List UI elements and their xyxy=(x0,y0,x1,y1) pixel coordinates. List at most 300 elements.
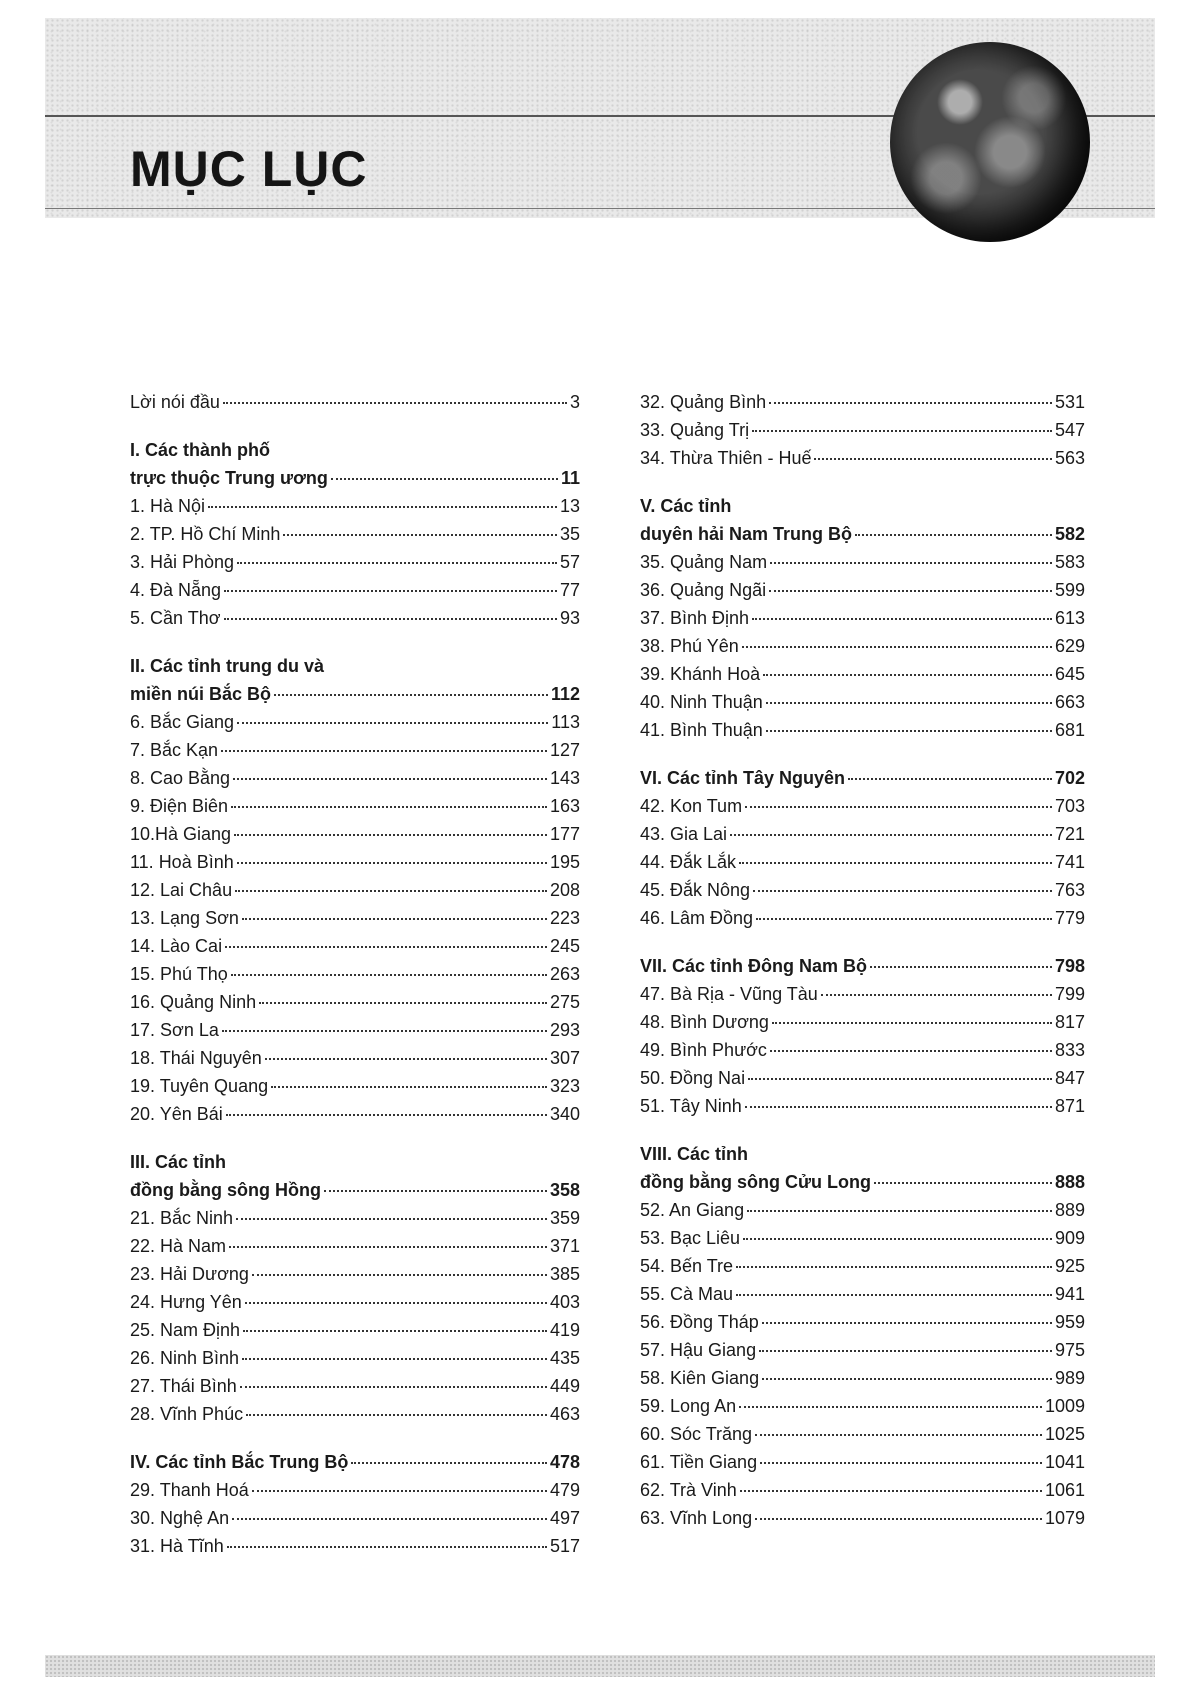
toc-entry xyxy=(640,660,1085,688)
toc-dot-leader xyxy=(225,946,547,948)
toc-page-number: 531 xyxy=(1054,392,1085,412)
toc-dot-leader xyxy=(227,1546,547,1548)
toc-dot-leader xyxy=(235,890,547,892)
toc-dot-leader xyxy=(755,1434,1042,1436)
toc-entry-label: 34. Thừa Thiên - Huế xyxy=(640,448,812,468)
toc-page-number: 307 xyxy=(549,1048,580,1068)
toc-page-number: 323 xyxy=(549,1076,580,1096)
toc-entry xyxy=(130,1204,580,1232)
toc-entry-label: 11. Hoà Bình xyxy=(130,852,234,872)
toc-dot-leader xyxy=(237,862,547,864)
toc-dot-leader xyxy=(760,1462,1042,1464)
toc-page-number: 479 xyxy=(549,1480,580,1500)
toc-dot-leader xyxy=(759,1350,1052,1352)
toc-entry xyxy=(640,1504,1085,1532)
toc-entry-label: 61. Tiền Giang xyxy=(640,1452,758,1472)
toc-page-number: 563 xyxy=(1054,448,1085,468)
toc-entry-label: 22. Hà Nam xyxy=(130,1236,227,1256)
toc-entry xyxy=(640,416,1085,444)
toc-entry xyxy=(640,444,1085,472)
toc-page-number: 497 xyxy=(549,1508,580,1528)
toc-entry xyxy=(640,1336,1085,1364)
toc-dot-leader xyxy=(736,1294,1052,1296)
toc-entry-label: 58. Kiên Giang xyxy=(640,1368,760,1388)
toc-page-number: 1025 xyxy=(1044,1424,1085,1444)
toc-entry xyxy=(130,708,580,736)
toc-section-heading xyxy=(130,680,580,708)
section-gap xyxy=(130,632,580,652)
toc-entry xyxy=(130,1504,580,1532)
toc-dot-leader xyxy=(772,1022,1052,1024)
toc-entry-label: 23. Hải Dương xyxy=(130,1264,249,1284)
toc-page-number: 703 xyxy=(1054,796,1085,816)
toc-entry-label: 37. Bình Định xyxy=(640,608,750,628)
toc-entry-label: VI. Các tỉnh Tây Nguyên xyxy=(640,768,846,788)
toc-entry xyxy=(640,848,1085,876)
toc-dot-leader xyxy=(271,1086,547,1088)
toc-entry-label: 1. Hà Nội xyxy=(130,496,206,516)
toc-dot-leader xyxy=(766,702,1052,704)
toc-dot-leader xyxy=(752,618,1052,620)
toc-entry xyxy=(130,388,580,416)
toc-page-number: 127 xyxy=(549,740,580,760)
toc-entry-label: duyên hải Nam Trung Bộ xyxy=(640,524,853,544)
toc-entry-label: 59. Long An xyxy=(640,1396,737,1416)
toc-entry-label: 29. Thanh Hoá xyxy=(130,1480,249,1500)
toc-page-number: 941 xyxy=(1054,1284,1085,1304)
toc-dot-leader xyxy=(769,590,1052,592)
toc-entry-label: 17. Sơn La xyxy=(130,1020,219,1040)
toc-entry-label: 3. Hải Phòng xyxy=(130,552,235,572)
toc-page-number: 143 xyxy=(549,768,580,788)
toc-dot-leader xyxy=(740,1490,1042,1492)
toc-dot-leader xyxy=(763,674,1052,676)
toc-dot-leader xyxy=(753,890,1052,892)
toc-page-number: 208 xyxy=(549,880,580,900)
toc-entry-label: 14. Lào Cai xyxy=(130,936,223,956)
toc-entry xyxy=(640,792,1085,820)
toc-page-number: 419 xyxy=(549,1320,580,1340)
toc-dot-leader xyxy=(770,562,1052,564)
toc-dot-leader xyxy=(745,806,1052,808)
toc-entry-label: 48. Bình Dương xyxy=(640,1012,769,1032)
toc-dot-leader xyxy=(245,1302,547,1304)
toc-dot-leader xyxy=(231,974,547,976)
toc-page-number: 177 xyxy=(549,824,580,844)
toc-entry xyxy=(640,876,1085,904)
toc-page-number: 741 xyxy=(1054,852,1085,872)
toc-page-number: 1041 xyxy=(1044,1452,1085,1472)
toc-entry xyxy=(130,520,580,548)
section-gap xyxy=(130,1128,580,1148)
toc-dot-leader xyxy=(739,1406,1042,1408)
footer-band xyxy=(45,1655,1155,1677)
toc-page-number: 1009 xyxy=(1044,1396,1085,1416)
toc-page-number: 925 xyxy=(1054,1256,1085,1276)
toc-dot-leader xyxy=(748,1078,1052,1080)
toc-entry-label: 33. Quảng Trị xyxy=(640,420,750,440)
toc-page-number: 293 xyxy=(549,1020,580,1040)
toc-page-number: 112 xyxy=(550,684,580,704)
toc-entry xyxy=(640,904,1085,932)
toc-dot-leader xyxy=(855,534,1052,536)
toc-entry-label: 53. Bạc Liêu xyxy=(640,1228,741,1248)
toc-entry xyxy=(130,736,580,764)
toc-dot-leader xyxy=(232,1518,547,1520)
toc-entry-label: 4. Đà Nẵng xyxy=(130,580,222,600)
toc-entry xyxy=(640,1196,1085,1224)
toc-entry xyxy=(130,1372,580,1400)
toc-entry-label: 42. Kon Tum xyxy=(640,796,743,816)
toc-entry xyxy=(640,820,1085,848)
toc-page-number: 13 xyxy=(559,496,580,516)
toc-page-number: 833 xyxy=(1054,1040,1085,1060)
toc-entry-label: 10.Hà Giang xyxy=(130,824,232,844)
toc-dot-leader xyxy=(274,694,548,696)
toc-entry-label: 6. Bắc Giang xyxy=(130,712,235,732)
toc-entry-label: 35. Quảng Nam xyxy=(640,552,768,572)
toc-entry xyxy=(130,492,580,520)
toc-entry-label: miền núi Bắc Bộ xyxy=(130,684,272,704)
toc-page-number: 909 xyxy=(1054,1228,1085,1248)
toc-entry-label: 38. Phú Yên xyxy=(640,636,739,656)
toc-section-heading xyxy=(130,1176,580,1204)
toc-entry-label: 8. Cao Bằng xyxy=(130,768,231,788)
toc-entry-label: 54. Bến Tre xyxy=(640,1256,734,1276)
toc-page-number: 77 xyxy=(559,580,580,600)
toc-page-number: 195 xyxy=(549,852,580,872)
toc-entry-label: 27. Thái Bình xyxy=(130,1376,237,1396)
toc-entry-label: 52. An Giang xyxy=(640,1200,745,1220)
toc-entry-label: 46. Lâm Đồng xyxy=(640,908,754,928)
toc-page-number: 517 xyxy=(549,1536,580,1556)
toc-page-number: 245 xyxy=(549,936,580,956)
toc-entry-label: IV. Các tỉnh Bắc Trung Bộ xyxy=(130,1452,349,1472)
toc-page-number: 547 xyxy=(1054,420,1085,440)
toc-page-number: 359 xyxy=(549,1208,580,1228)
toc-entry-label: đồng bằng sông Cửu Long xyxy=(640,1172,871,1192)
toc-section-heading xyxy=(130,464,580,492)
toc-entry-label: 21. Bắc Ninh xyxy=(130,1208,234,1228)
toc-entry-label: 9. Điện Biên xyxy=(130,796,229,816)
toc-entry-label: 47. Bà Rịa - Vũng Tàu xyxy=(640,984,818,1004)
globe-image xyxy=(890,42,1090,242)
toc-entry-label: 25. Nam Định xyxy=(130,1320,241,1340)
toc-page-number: 847 xyxy=(1054,1068,1085,1088)
section-gap xyxy=(640,1120,1085,1140)
toc-entry xyxy=(640,980,1085,1008)
toc-dot-leader xyxy=(770,1050,1052,1052)
toc-page-number: 463 xyxy=(549,1404,580,1424)
toc-page-number: 35 xyxy=(559,524,580,544)
toc-dot-leader xyxy=(870,966,1052,968)
toc-entry xyxy=(640,1280,1085,1308)
toc-section-heading xyxy=(640,952,1085,980)
toc-entry xyxy=(130,988,580,1016)
toc-entry-label: 7. Bắc Kạn xyxy=(130,740,219,760)
toc-page-number: 889 xyxy=(1054,1200,1085,1220)
toc-entry-label: 20. Yên Bái xyxy=(130,1104,223,1124)
toc-entry-label: 5. Cần Thơ xyxy=(130,608,221,628)
toc-page-number: 798 xyxy=(1054,956,1085,976)
toc-entry xyxy=(130,1476,580,1504)
toc-page-number: 57 xyxy=(559,552,580,572)
toc-dot-leader xyxy=(234,834,547,836)
toc-page-number: 975 xyxy=(1054,1340,1085,1360)
toc-entry-label: 36. Quảng Ngãi xyxy=(640,580,767,600)
toc-dot-leader xyxy=(229,1246,547,1248)
toc-entry-label: đồng bằng sông Hồng xyxy=(130,1180,321,1200)
toc-entry xyxy=(130,1232,580,1260)
toc-entry xyxy=(130,1072,580,1100)
toc-dot-leader xyxy=(237,562,557,564)
toc-entry-label: 39. Khánh Hoà xyxy=(640,664,761,684)
toc-dot-leader xyxy=(242,918,547,920)
toc-page-number: 583 xyxy=(1054,552,1085,572)
toc-page-number: 599 xyxy=(1054,580,1085,600)
toc-section-heading xyxy=(640,520,1085,548)
toc-page-number: 681 xyxy=(1054,720,1085,740)
toc-dot-leader xyxy=(331,478,558,480)
toc-dot-leader xyxy=(730,834,1052,836)
toc-page-number: 449 xyxy=(549,1376,580,1396)
toc-page-number: 1079 xyxy=(1044,1508,1085,1528)
toc-dot-leader xyxy=(223,402,567,404)
toc-entry-label: I. Các thành phố xyxy=(130,440,271,460)
toc-dot-leader xyxy=(246,1414,547,1416)
toc-entry xyxy=(130,1400,580,1428)
toc-entry xyxy=(640,1008,1085,1036)
toc-dot-leader xyxy=(240,1386,547,1388)
toc-dot-leader xyxy=(252,1274,547,1276)
toc-column-left xyxy=(130,388,580,1560)
toc-entry-label: III. Các tỉnh xyxy=(130,1152,227,1172)
toc-entry-label: 57. Hậu Giang xyxy=(640,1340,757,1360)
toc-entry xyxy=(130,904,580,932)
toc-column-right xyxy=(640,388,1085,1532)
toc-entry-label: 43. Gia Lai xyxy=(640,824,728,844)
toc-entry xyxy=(130,1288,580,1316)
toc-entry-label: 16. Quảng Ninh xyxy=(130,992,257,1012)
toc-entry-label: 19. Tuyên Quang xyxy=(130,1076,269,1096)
toc-entry-label: 13. Lạng Sơn xyxy=(130,908,239,928)
toc-page-number: 799 xyxy=(1054,984,1085,1004)
toc-dot-leader xyxy=(231,806,547,808)
toc-page-number: 385 xyxy=(549,1264,580,1284)
toc-entry xyxy=(130,848,580,876)
toc-dot-leader xyxy=(237,722,548,724)
toc-page-number: 358 xyxy=(549,1180,580,1200)
toc-entry xyxy=(640,1448,1085,1476)
toc-entry-label: 30. Nghệ An xyxy=(130,1508,230,1528)
toc-entry xyxy=(130,1344,580,1372)
toc-entry-label: 50. Đồng Nai xyxy=(640,1068,746,1088)
toc-dot-leader xyxy=(221,750,547,752)
toc-page-number: 871 xyxy=(1054,1096,1085,1116)
toc-page-number: 702 xyxy=(1054,768,1085,788)
toc-entry xyxy=(640,576,1085,604)
toc-dot-leader xyxy=(743,1238,1052,1240)
toc-entry xyxy=(130,792,580,820)
toc-entry-label: 2. TP. Hồ Chí Minh xyxy=(130,524,281,544)
toc-entry xyxy=(130,548,580,576)
toc-section-heading xyxy=(130,652,580,680)
toc-page-number: 763 xyxy=(1054,880,1085,900)
toc-section-heading xyxy=(640,492,1085,520)
toc-entry-label: trực thuộc Trung ương xyxy=(130,468,328,488)
toc-dot-leader xyxy=(762,1322,1052,1324)
toc-page-number: 223 xyxy=(549,908,580,928)
toc-entry-label: 15. Phú Thọ xyxy=(130,964,228,984)
toc-entry xyxy=(640,1252,1085,1280)
toc-dot-leader xyxy=(252,1490,547,1492)
toc-entry-label: 44. Đắk Lắk xyxy=(640,852,737,872)
section-gap xyxy=(130,1428,580,1448)
toc-entry xyxy=(130,1044,580,1072)
toc-dot-leader xyxy=(236,1218,547,1220)
toc-dot-leader xyxy=(756,918,1052,920)
toc-entry-label: Lời nói đầu xyxy=(130,392,220,412)
section-gap xyxy=(640,744,1085,764)
toc-dot-leader xyxy=(243,1330,547,1332)
toc-page-number: 779 xyxy=(1054,908,1085,928)
toc-entry-label: 49. Bình Phước xyxy=(640,1040,767,1060)
toc-page-number: 403 xyxy=(549,1292,580,1312)
toc-entry xyxy=(130,1260,580,1288)
toc-entry xyxy=(130,960,580,988)
toc-section-heading xyxy=(640,1168,1085,1196)
toc-dot-leader xyxy=(874,1182,1052,1184)
toc-entry-label: 12. Lai Châu xyxy=(130,880,233,900)
toc-dot-leader xyxy=(226,1114,547,1116)
toc-entry xyxy=(130,1016,580,1044)
toc-entry xyxy=(130,764,580,792)
toc-entry-label: II. Các tỉnh trung du và xyxy=(130,656,325,676)
toc-entry xyxy=(640,1064,1085,1092)
toc-page-number: 371 xyxy=(549,1236,580,1256)
section-gap xyxy=(640,932,1085,952)
toc-page-number: 113 xyxy=(551,712,580,732)
toc-dot-leader xyxy=(769,402,1052,404)
toc-page-number: 645 xyxy=(1054,664,1085,684)
toc-page-number: 340 xyxy=(549,1104,580,1124)
toc-dot-leader xyxy=(208,506,557,508)
toc-page-number: 163 xyxy=(549,796,580,816)
toc-page-number: 3 xyxy=(569,392,580,412)
toc-entry-label: 60. Sóc Trăng xyxy=(640,1424,753,1444)
toc-page-number: 263 xyxy=(549,964,580,984)
toc-page-number: 478 xyxy=(549,1452,580,1472)
toc-entry xyxy=(640,1420,1085,1448)
toc-entry xyxy=(640,632,1085,660)
toc-section-heading xyxy=(130,1148,580,1176)
toc-page-number: 721 xyxy=(1054,824,1085,844)
toc-page-number: 613 xyxy=(1054,608,1085,628)
toc-dot-leader xyxy=(265,1058,547,1060)
toc-entry xyxy=(640,388,1085,416)
toc-entry-label: V. Các tỉnh xyxy=(640,496,732,516)
toc-entry xyxy=(130,604,580,632)
toc-entry xyxy=(640,1308,1085,1336)
toc-dot-leader xyxy=(351,1462,547,1464)
section-gap xyxy=(640,472,1085,492)
toc-entry-label: 56. Đồng Tháp xyxy=(640,1312,759,1332)
toc-page-number: 629 xyxy=(1054,636,1085,656)
toc-dot-leader xyxy=(222,1030,547,1032)
toc-dot-leader xyxy=(283,534,557,536)
toc-dot-leader xyxy=(848,778,1052,780)
toc-page-number: 435 xyxy=(549,1348,580,1368)
toc-section-heading xyxy=(640,764,1085,792)
page-title: MỤC LỤC xyxy=(130,141,368,197)
toc-section-heading xyxy=(640,1140,1085,1168)
toc-entry xyxy=(130,876,580,904)
toc-entry-label: 31. Hà Tĩnh xyxy=(130,1536,224,1556)
toc-dot-leader xyxy=(755,1518,1042,1520)
toc-entry xyxy=(130,932,580,960)
toc-entry xyxy=(640,688,1085,716)
toc-dot-leader xyxy=(242,1358,547,1360)
toc-entry xyxy=(640,1224,1085,1252)
toc-entry-label: 45. Đắk Nông xyxy=(640,880,751,900)
toc-page-number: 93 xyxy=(559,608,580,628)
toc-entry xyxy=(130,576,580,604)
toc-entry-label: VII. Các tỉnh Đông Nam Bộ xyxy=(640,956,868,976)
toc-entry-label: 32. Quảng Bình xyxy=(640,392,767,412)
toc-entry-label: VIII. Các tỉnh xyxy=(640,1144,749,1164)
toc-entry-label: 24. Hưng Yên xyxy=(130,1292,242,1312)
toc-page-number: 11 xyxy=(560,468,580,488)
toc-entry-label: 51. Tây Ninh xyxy=(640,1096,742,1116)
toc-entry xyxy=(130,820,580,848)
toc-dot-leader xyxy=(233,778,547,780)
toc-dot-leader xyxy=(259,1002,547,1004)
toc-page-number: 888 xyxy=(1054,1172,1085,1192)
toc-entry xyxy=(640,604,1085,632)
toc-entry xyxy=(640,1392,1085,1420)
toc-page-number: 275 xyxy=(549,992,580,1012)
toc-dot-leader xyxy=(742,646,1052,648)
toc-dot-leader xyxy=(814,458,1051,460)
toc-dot-leader xyxy=(745,1106,1052,1108)
toc-section-heading xyxy=(130,1448,580,1476)
toc-entry xyxy=(130,1100,580,1128)
toc-page-number: 663 xyxy=(1054,692,1085,712)
toc-entry-label: 26. Ninh Bình xyxy=(130,1348,240,1368)
toc-page-number: 817 xyxy=(1054,1012,1085,1032)
toc-page-number: 1061 xyxy=(1044,1480,1085,1500)
toc-section-heading xyxy=(130,436,580,464)
toc-entry xyxy=(640,548,1085,576)
toc-entry-label: 40. Ninh Thuận xyxy=(640,692,763,712)
toc-entry xyxy=(640,1036,1085,1064)
toc-dot-leader xyxy=(224,590,557,592)
toc-page-number: 959 xyxy=(1054,1312,1085,1332)
toc-entry xyxy=(640,716,1085,744)
toc-dot-leader xyxy=(739,862,1052,864)
toc-entry-label: 63. Vĩnh Long xyxy=(640,1508,753,1528)
toc-dot-leader xyxy=(324,1190,547,1192)
toc-entry xyxy=(640,1092,1085,1120)
toc-dot-leader xyxy=(752,430,1052,432)
toc-page-number: 989 xyxy=(1054,1368,1085,1388)
toc-entry xyxy=(640,1476,1085,1504)
toc-dot-leader xyxy=(747,1210,1052,1212)
toc-entry xyxy=(130,1316,580,1344)
toc-entry xyxy=(130,1532,580,1560)
toc-page-number: 582 xyxy=(1054,524,1085,544)
toc-entry-label: 55. Cà Mau xyxy=(640,1284,734,1304)
